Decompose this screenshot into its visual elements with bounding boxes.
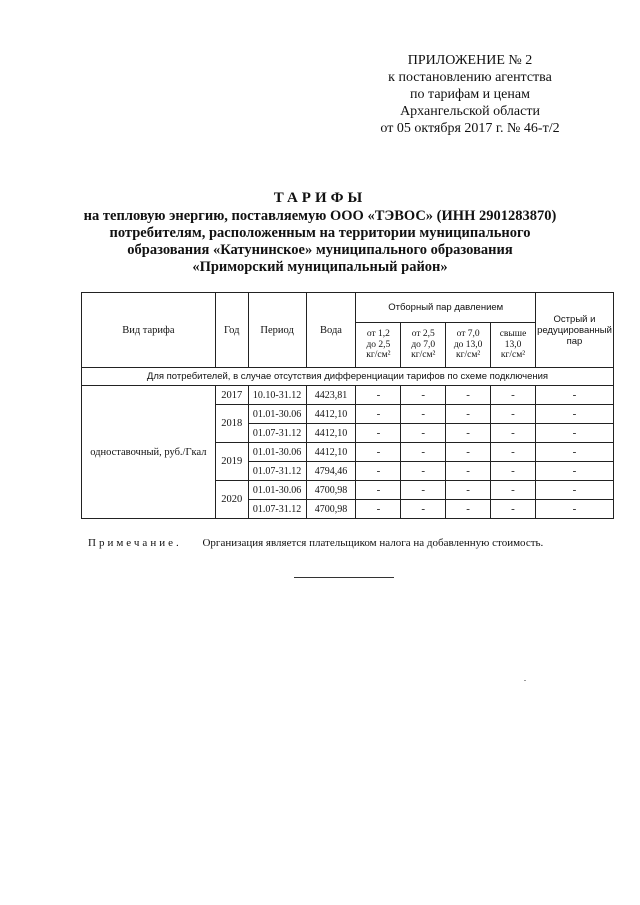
value-cell: - xyxy=(491,424,536,443)
pressure-to: 13,0 xyxy=(504,339,522,350)
section-label: Для потребителей, в случае отсутствия дифференциации тарифов по схеме подключения xyxy=(82,368,614,386)
year-cell: 2019 xyxy=(215,443,248,481)
value-cell: - xyxy=(401,481,446,500)
appendix-ref-line: по тарифам и ценам xyxy=(410,87,530,102)
period-cell: 01.01-30.06 xyxy=(248,481,306,500)
value-cell: - xyxy=(535,481,613,500)
value-cell: - xyxy=(401,405,446,424)
header-period: Период xyxy=(248,293,306,368)
pressure-to: до 13,0 xyxy=(453,339,483,350)
period-cell: 01.01-30.06 xyxy=(248,405,306,424)
water-cell: 4700,98 xyxy=(306,481,356,500)
value-cell: - xyxy=(356,462,401,481)
header-sharp-steam: Острый и редуцированный пар xyxy=(535,293,613,368)
period-cell: 01.01-30.06 xyxy=(248,443,306,462)
value-cell: - xyxy=(491,462,536,481)
header-water: Вода xyxy=(306,293,356,368)
value-cell: - xyxy=(356,481,401,500)
value-cell: - xyxy=(491,500,536,519)
header-pressure-3 xyxy=(446,323,491,368)
value-cell: - xyxy=(446,462,491,481)
value-cell: - xyxy=(356,405,401,424)
value-cell: - xyxy=(535,386,613,405)
appendix-ref-line: Архангельской области xyxy=(400,104,540,119)
footnote-label: Примечание. xyxy=(88,537,182,549)
value-cell: - xyxy=(446,443,491,462)
period-cell: 10.10-31.12 xyxy=(248,386,306,405)
pressure-unit: кг/см² xyxy=(500,350,526,361)
year-cell: 2020 xyxy=(215,481,248,519)
value-cell: - xyxy=(356,386,401,405)
water-cell: 4423,81 xyxy=(306,386,356,405)
pressure-unit: кг/см² xyxy=(456,350,481,361)
period-cell: 01.07-31.12 xyxy=(248,424,306,443)
pressure-from: от 7,0 xyxy=(456,329,480,340)
tariff-table xyxy=(81,292,614,519)
appendix-ref-line: к постановлению агентства xyxy=(388,70,552,85)
header-tariff-type: Вид тарифа xyxy=(82,293,216,368)
value-cell: - xyxy=(401,462,446,481)
title-line: потребителям, расположенным на территории муниципального xyxy=(109,225,531,241)
value-cell: - xyxy=(535,443,613,462)
pressure-from: от 2,5 xyxy=(411,329,435,340)
title-line: «Приморский муниципальный район» xyxy=(192,259,448,275)
appendix-date: от 05 октября 2017 г. № 46-т/2 xyxy=(380,121,560,136)
pressure-unit: кг/см² xyxy=(411,350,436,361)
value-cell: - xyxy=(491,443,536,462)
value-cell: - xyxy=(446,481,491,500)
header-pressure-4 xyxy=(491,323,536,368)
footnote-text: Организация является плательщиком налога на добавленную стоимость. xyxy=(202,537,544,549)
water-cell: 4794,46 xyxy=(306,462,356,481)
value-cell: - xyxy=(446,386,491,405)
header-year: Год xyxy=(215,293,248,368)
period-cell: 01.07-31.12 xyxy=(248,500,306,519)
closing-rule xyxy=(294,577,394,578)
header-pressure-2 xyxy=(401,323,446,368)
value-cell: - xyxy=(491,405,536,424)
appendix-number: ПРИЛОЖЕНИЕ № 2 xyxy=(407,53,533,68)
title-heading: ТАРИФЫ xyxy=(273,190,367,206)
header-steam-group: Отборный пар давлением xyxy=(356,293,536,323)
water-cell: 4412,10 xyxy=(306,405,356,424)
value-cell: - xyxy=(356,500,401,519)
value-cell: - xyxy=(401,386,446,405)
value-cell: - xyxy=(535,405,613,424)
value-cell: - xyxy=(491,386,536,405)
year-cell: 2017 xyxy=(215,386,248,405)
table-row xyxy=(82,386,614,405)
value-cell: - xyxy=(535,462,613,481)
footnote xyxy=(88,537,608,549)
pressure-to: до 7,0 xyxy=(411,339,436,350)
value-cell: - xyxy=(446,424,491,443)
document-title xyxy=(60,190,580,276)
value-cell: - xyxy=(535,500,613,519)
year-cell: 2018 xyxy=(215,405,248,443)
pressure-from: свыше xyxy=(499,329,527,340)
scan-speck xyxy=(524,680,526,681)
title-line: образования «Катунинское» муниципального образования xyxy=(127,242,513,258)
water-cell: 4412,10 xyxy=(306,424,356,443)
header-pressure-1 xyxy=(356,323,401,368)
pressure-unit: кг/см² xyxy=(366,350,391,361)
title-line: на тепловую энергию, поставляемую ООО «ТЭВОС» (ИНН 2901283870) xyxy=(83,208,557,224)
tariff-name: одноставочный, руб./Гкал xyxy=(82,386,216,519)
value-cell: - xyxy=(356,443,401,462)
value-cell: - xyxy=(491,481,536,500)
pressure-from: от 1,2 xyxy=(366,329,390,340)
period-cell: 01.07-31.12 xyxy=(248,462,306,481)
value-cell: - xyxy=(356,424,401,443)
value-cell: - xyxy=(401,500,446,519)
value-cell: - xyxy=(401,424,446,443)
pressure-to: до 2,5 xyxy=(366,339,391,350)
appendix-header xyxy=(320,52,620,137)
water-cell: 4700,98 xyxy=(306,500,356,519)
value-cell: - xyxy=(535,424,613,443)
water-cell: 4412,10 xyxy=(306,443,356,462)
value-cell: - xyxy=(446,500,491,519)
value-cell: - xyxy=(446,405,491,424)
value-cell: - xyxy=(401,443,446,462)
